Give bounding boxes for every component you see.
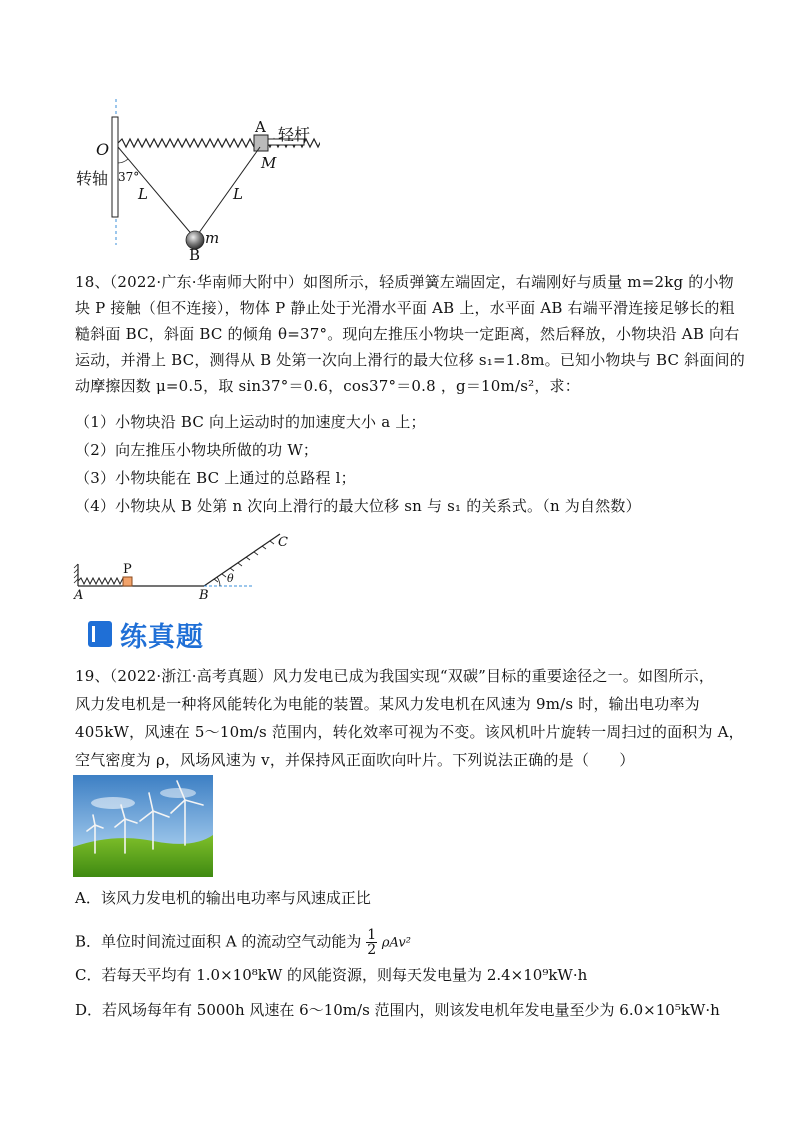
q17-label-axis: 转轴 [76, 169, 109, 188]
q18-label-c: C [278, 535, 288, 550]
option-a[interactable]: A．该风力发电机的输出电功率与风速成正比 [75, 889, 371, 907]
q18-label-theta: θ [227, 572, 234, 585]
book-icon [88, 621, 112, 647]
frac-num: 1 [367, 927, 377, 943]
option-b[interactable] [75, 928, 411, 957]
q17-label-b: B [189, 246, 201, 264]
q17-label-a: A [255, 118, 266, 136]
q18-line-2: 块 P 接触（但不连接），物体 P 静止处于光滑水平面 AB 上，水平面 AB 右端平滑连接足够长的粗 [75, 299, 735, 317]
section-banner [88, 616, 204, 652]
q18-sub-4: （4）小物块从 B 处第 n 次向上滑行的最大位移 sn 与 s₁ 的关系式。（n 为自然数） [75, 497, 641, 515]
q17-label-mass: m [205, 229, 220, 247]
q17-label-l-left: L [138, 185, 148, 203]
wind-turbine-image [73, 775, 213, 877]
q18-label-p: P [123, 562, 132, 577]
q17-label-rod: 轻杆 [278, 125, 311, 144]
q19-line-4: 空气密度为 ρ，风场风速为 v，并保持风正面吹向叶片。下列说法正确的是（ ） [75, 751, 635, 769]
option-d[interactable]: D．若风场每年有 5000h 风速在 6～10m/s 范围内，则该发电机年发电量至少为 6.0×10⁵kW·h [75, 1001, 720, 1019]
q18-sub-1: （1）小物块沿 BC 向上运动时的加速度大小 a 上； [75, 413, 426, 431]
q18-sub-3: （3）小物块能在 BC 上通过的总路程 l； [75, 469, 356, 487]
q19-line-3: 405kW，风速在 5～10m/s 范围内，转化效率可视为不变。该风机叶片旋转一周扫过的面积为 A， [75, 723, 744, 741]
option-c[interactable]: C．若每天平均有 1.0×10⁸kW 的风能资源，则每天发电量为 2.4×10⁹kW·h [75, 966, 588, 984]
q18-label-a: A [74, 588, 84, 603]
q18-line-1: 18、（2022·广东·华南师大附中）如图所示，轻质弹簧左端固定，右端刚好与质量 m=2kg 的小物 [75, 273, 734, 291]
q18-sub-2: （2）向左推压小物块所做的功 W； [75, 441, 319, 459]
option-b-text: B．单位时间流过面积 A 的流动空气动能为 [75, 932, 362, 951]
q19-line-1: 19、（2022·浙江·高考真题）风力发电已成为我国实现“双碳”目标的重要途径之一。如图所示， [75, 667, 715, 685]
q18-figure [72, 530, 292, 605]
q18-line-5: 动摩擦因数 μ=0.5，取 sin37°＝0.6，cos37°＝0.8 ，g＝10m/s²，求： [75, 377, 580, 395]
q19-line-2: 风力发电机是一种将风能转化为电能的装置。某风力发电机在风速为 9m/s 时，输出电功率为 [75, 695, 700, 713]
q17-label-angle: 37° [118, 170, 140, 184]
q18-line-4: 运动，并滑上 BC，测得从 B 处第一次向上滑行的最大位移 s₁=1.8m。已知小物块与 BC 斜面间的 [75, 351, 745, 369]
q18-line-3: 糙斜面 BC，斜面 BC 的倾角 θ=37°。现向左推压小物块一定距离，然后释放，小物块沿 AB 向右 [75, 325, 740, 343]
q18-label-b: B [199, 588, 209, 603]
option-b-expr: ρAv² [381, 935, 411, 951]
q17-label-o: O [96, 140, 110, 159]
q17-label-m-point: M [261, 154, 277, 172]
q17-label-l-right: L [233, 185, 243, 203]
section-title: 练真题 [120, 621, 204, 653]
one-half-fraction [366, 928, 377, 957]
frac-den: 2 [367, 942, 377, 958]
